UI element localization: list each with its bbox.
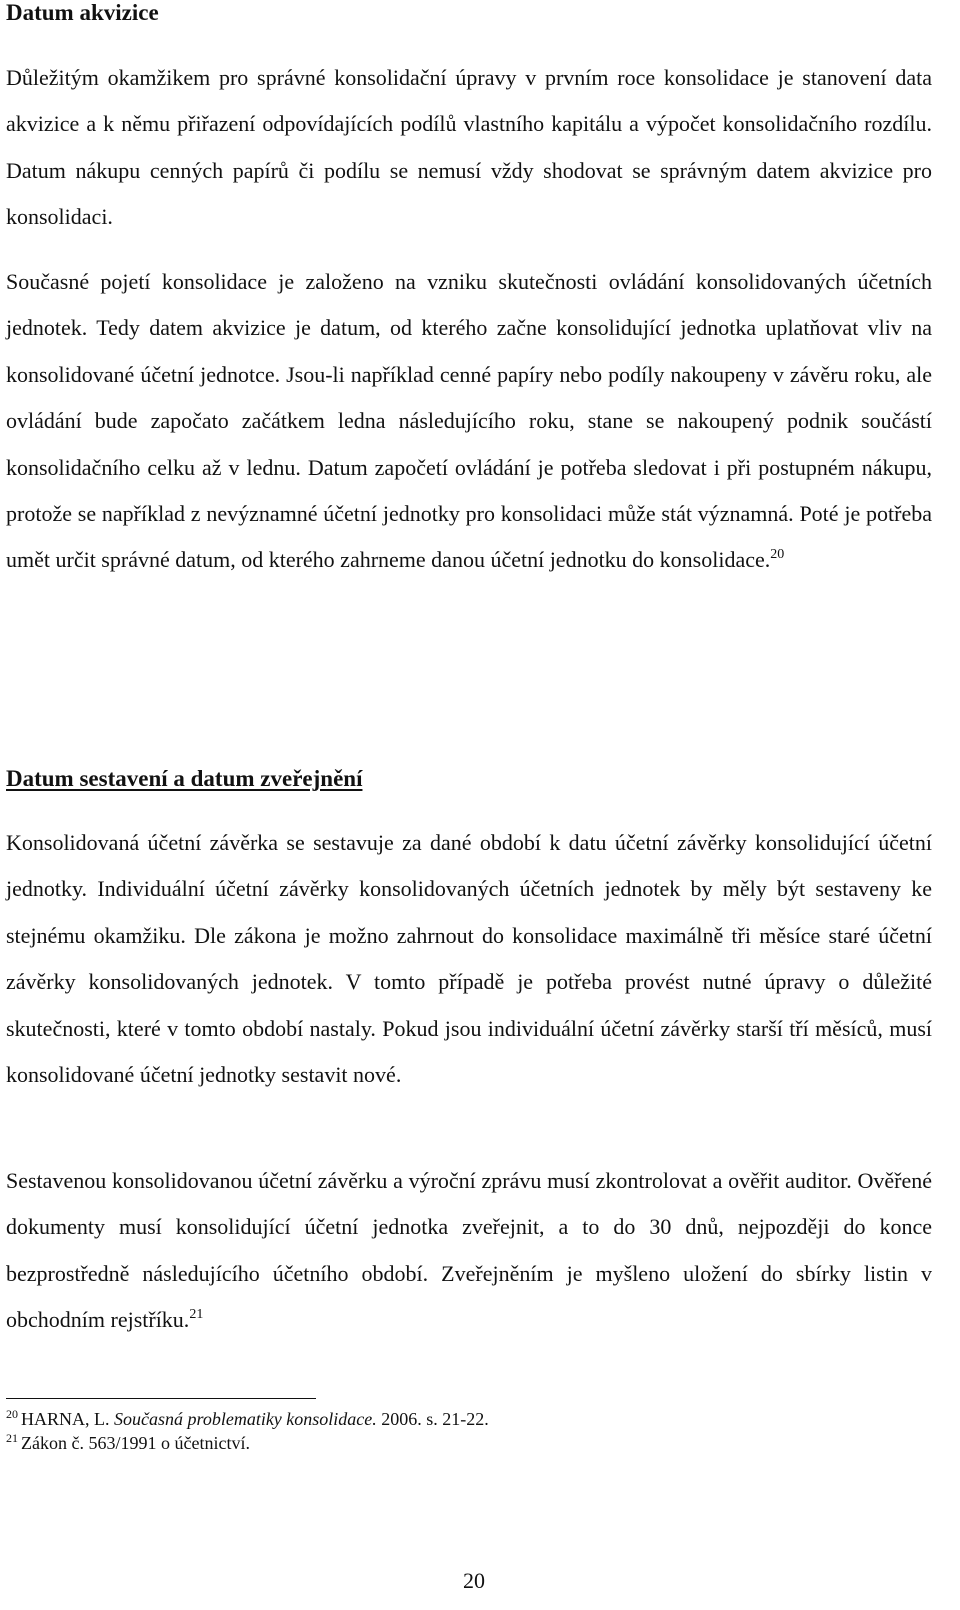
footnote-title: Současná problematiky konsolidace. [114, 1409, 377, 1429]
footnote-text: HARNA, L. [21, 1409, 114, 1429]
footnotes [6, 1407, 489, 1455]
paragraph [6, 55, 932, 241]
footnote-reference[interactable]: 20 [770, 547, 785, 563]
paragraph-text: Konsolidovaná účetní závěrka se sestavuje za dané období k datu účetní závěrky konsolidující účetní jednotky. Individuální účetní závěrky konsolidovaných účetních jednotek by měly být sestaveny ke stejnému okamžiku. Dle zákona je možno zahrnout do konsolidace maximálně tři měsíce staré účetní závěrky konsolidovaných jednotek. V tomto případě je potřeba provést nutné úpravy o důležité skutečnosti, které v tomto období nastaly. Pokud jsou individuální účetní závěrky starší tří měsíců, musí konsolidované účetní jednotky sestavit nové. [6, 830, 932, 1088]
section-heading-datum-akvizice: Datum akvizice [6, 0, 159, 25]
footnote-number: 21 [6, 1431, 18, 1445]
paragraph-text: Současné pojetí konsolidace je založeno na vzniku skutečnosti ovládání konsolidovaných účetních jednotek. Tedy datem akvizice je datum, od kterého začne konsolidující jednotka uplatňovat vliv na konsolidované účetní jednotce. Jsou-li například cenné papíry nebo podíly nakoupeny v závěru roku, ale ovládání bude započato začátkem ledna následujícího roku, stane se nakoupený podnik součástí konsolidačního celku až v lednu. Datum započetí ovládání je potřeba sledovat i při postupném nákupu, protože se například z nevýznamné účetní jednotky pro konsolidaci může stát významná. Poté je potřeba umět určit správné datum, od kterého zahrneme danou účetní jednotku do konsolidace. [6, 269, 932, 573]
footnote-number: 20 [6, 1407, 18, 1421]
footnote-text: Zákon č. 563/1991 o účetnictví. [21, 1433, 250, 1453]
paragraph [6, 259, 932, 584]
section-heading-datum-sestaveni: Datum sestavení a datum zveřejnění [6, 766, 363, 791]
footnote [6, 1407, 489, 1431]
page-number [6, 1568, 932, 1594]
paragraph-text: Sestavenou konsolidovanou účetní závěrku a výroční zprávu musí zkontrolovat a ověřit auditor. Ověřené dokumenty musí konsolidující účetní jednotka zveřejnit, a to do 30 dnů, nejpozději do konce bezprostředně následujícího účetního období. Zveřejněním je myšleno uložení do sbírky listin v obchodním rejstříku. [6, 1168, 932, 1333]
footnote [6, 1431, 489, 1455]
footnote-text: 2006. s. 21-22. [376, 1409, 489, 1429]
footnote-separator [6, 1398, 316, 1399]
page-number-text: 20 [463, 1568, 485, 1593]
footnote-reference[interactable]: 21 [189, 1307, 204, 1323]
paragraph [6, 820, 932, 1098]
paragraph [6, 1158, 932, 1344]
paragraph-text: Důležitým okamžikem pro správné konsolidační úpravy v prvním roce konsolidace je stanovení data akvizice a k němu přiřazení odpovídajících podílů vlastního kapitálu a výpočet konsolidačního rozdílu. Datum nákupu cenných papírů či podílu se nemusí vždy shodovat se správným datem akvizice pro konsolidaci. [6, 65, 932, 230]
